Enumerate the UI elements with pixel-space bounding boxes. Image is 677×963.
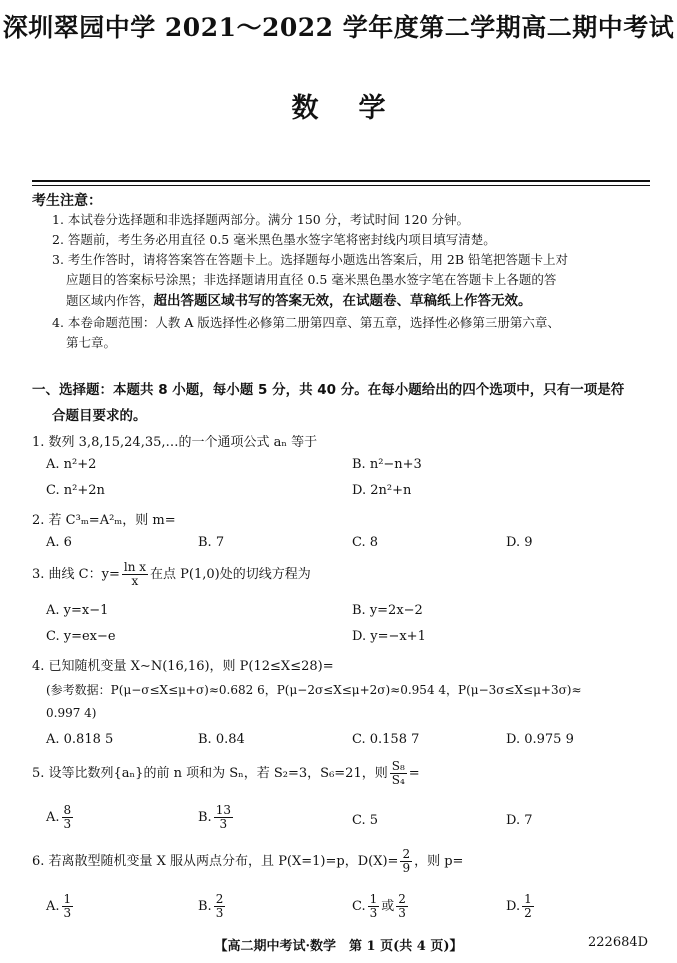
divider-thin: [32, 185, 650, 186]
divider-thick: [32, 180, 650, 182]
q6-c-num-2: 2: [398, 892, 406, 906]
q5-numerator: S₈: [391, 759, 405, 773]
q5-b-den: 3: [219, 817, 228, 831]
q6-option-d: [506, 893, 536, 920]
q6-option-b: [198, 893, 227, 920]
notice-item-1: 1. 本试卷分选择题和非选择题两部分。满分 150 分，考试时间 120 分钟。: [52, 212, 470, 227]
page-footer: 【高二期中考试·数学 第 1 页(共 4 页)】: [214, 939, 463, 954]
q2-option-b: B. 7: [198, 535, 225, 550]
q6-c-fraction-1: [368, 893, 380, 920]
q6-a-label: A.: [46, 899, 60, 914]
q6-option-c: [352, 893, 410, 920]
q6-b-den: 3: [215, 906, 224, 920]
q6-c-num-1: 1: [369, 892, 378, 906]
notice-item-2: 2. 答题前，考生务必用直径 0.5 毫米黑色墨水签字笔将密封线内项目填写清楚。: [52, 232, 496, 247]
q6-fraction: [400, 848, 412, 875]
exam-title: 深圳翠园中学 2021～2022 学年度第二学期高二期中考试: [2, 13, 675, 42]
q5-b-num: 13: [215, 803, 231, 817]
q5-stem-post: =: [408, 766, 420, 781]
q5-a-label: A.: [46, 810, 60, 825]
q6-stem-pre: 6. 若离散型随机变量 X 服从两点分布，且 P(X=1)=p，D(X)=: [32, 854, 399, 869]
q6-a-fraction: [62, 893, 74, 920]
q6-d-label: D.: [506, 899, 521, 914]
exam-code: 222684D: [588, 935, 649, 950]
q5-option-b: [198, 804, 235, 831]
q5-option-c: C. 5: [352, 813, 379, 828]
q1-option-a: A. n²+2: [46, 457, 97, 472]
section-heading: 一、选择题：本题共 8 小题，每小题 5 分，共 40 分。在每小题给出的四个选项中，只有一项是符: [32, 382, 625, 398]
q6-stem-post: ，则 p=: [414, 854, 464, 869]
q5-option-d: D. 7: [506, 813, 533, 828]
q6-c-den-2: 3: [398, 906, 406, 920]
q6-numerator: 2: [402, 847, 411, 861]
q3-option-c: C. y=ex−e: [46, 629, 116, 644]
q5-b-fraction: [214, 804, 233, 831]
notice-item-3-tail: 题区域内作答，: [66, 293, 154, 308]
q4-option-d: D. 0.975 9: [506, 732, 574, 747]
q3-fraction: [122, 561, 148, 588]
q4-option-a: A. 0.818 5: [46, 732, 114, 747]
q6-c-or: 或: [381, 899, 395, 914]
q6-c-fraction-2: [396, 893, 408, 920]
q4-reference-cont: 0.997 4): [46, 706, 97, 720]
q4-reference: (参考数据：P(μ−σ≤X≤μ+σ)≈0.682 6，P(μ−2σ≤X≤μ+2σ)≈0.954 4，P(μ−3σ≤X≤μ+3σ)≈: [46, 683, 582, 697]
q1-stem: 1. 数列 3,8,15,24,35,…的一个通项公式 aₙ 等于: [32, 435, 318, 450]
q6-stem: [32, 848, 463, 875]
notice-item-3-cont: 应题目的答案标号涂黑；非选择题请用直径 0.5 毫米黑色墨水签字笔在答题卡上各题的答: [66, 272, 557, 287]
q5-denominator: S₄: [391, 773, 405, 787]
q5-a-fraction: [62, 804, 74, 831]
q6-d-den: 2: [524, 906, 532, 920]
q4-option-c: C. 0.158 7: [352, 732, 420, 747]
q5-a-den: 3: [63, 817, 72, 831]
q3-stem-post: 在点 P(1,0)处的切线方程为: [150, 567, 311, 582]
q6-b-label: B.: [198, 899, 212, 914]
q5-fraction: [390, 760, 407, 787]
q3-option-a: A. y=x−1: [46, 603, 109, 618]
q5-a-num: 8: [63, 803, 72, 817]
q3-stem-pre: 3. 曲线 C：y=: [32, 567, 120, 582]
q5-stem-pre: 5. 设等比数列{aₙ}的前 n 项和为 Sₙ，若 S₂=3，S₆=21，则: [32, 766, 388, 781]
q2-stem: 2. 若 C³ₘ=A²ₘ，则 m=: [32, 513, 176, 528]
notice-item-3: 3. 考生作答时，请将答案答在答题卡上。选择题每小题选出答案后，用 2B 铅笔把答题卡上对: [52, 252, 568, 267]
notice-warning: 超出答题区域书写的答案无效，在试题卷、草稿纸上作答无效。: [153, 293, 532, 309]
notice-item-3-cont2: [66, 289, 532, 309]
q4-option-b: B. 0.84: [198, 732, 245, 747]
section-heading-cont: 合题目要求的。: [52, 408, 147, 424]
q2-option-c: C. 8: [352, 535, 379, 550]
q3-option-d: D. y=−x+1: [352, 629, 426, 644]
q1-option-b: B. n²−n+3: [352, 457, 422, 472]
q3-denominator: x: [131, 574, 139, 588]
q3-stem: [32, 561, 311, 588]
q6-a-den: 3: [63, 906, 72, 920]
q1-option-d: D. 2n²+n: [352, 483, 412, 498]
q2-option-d: D. 9: [506, 535, 533, 550]
q4-stem: 4. 已知随机变量 X∼N(16,16)，则 P(12≤X≤28)=: [32, 659, 334, 674]
notice-heading: 考生注意：: [32, 193, 102, 209]
q6-option-a: [46, 893, 75, 920]
q6-d-num: 1: [524, 892, 532, 906]
notice-item-4-cont: 第七章。: [66, 335, 117, 350]
q6-denominator: 9: [402, 861, 411, 875]
q5-stem: [32, 760, 420, 787]
q3-numerator: ln x: [123, 560, 147, 574]
q5-b-label: B.: [198, 810, 212, 825]
q5-option-a: [46, 804, 75, 831]
subject-title: 数学: [291, 93, 426, 124]
q6-b-fraction: [214, 893, 226, 920]
q1-option-c: C. n²+2n: [46, 483, 105, 498]
q6-c-den-1: 3: [369, 906, 378, 920]
notice-item-4: 4. 本卷命题范围：人教 A 版选择性必修第二册第四章、第五章，选择性必修第三册第六章、: [52, 315, 560, 330]
q6-c-label: C.: [352, 899, 366, 914]
q2-option-a: A. 6: [46, 535, 72, 550]
q6-b-num: 2: [215, 892, 224, 906]
q6-a-num: 1: [63, 892, 72, 906]
q3-option-b: B. y=2x−2: [352, 603, 423, 618]
q6-d-fraction: [522, 893, 534, 920]
